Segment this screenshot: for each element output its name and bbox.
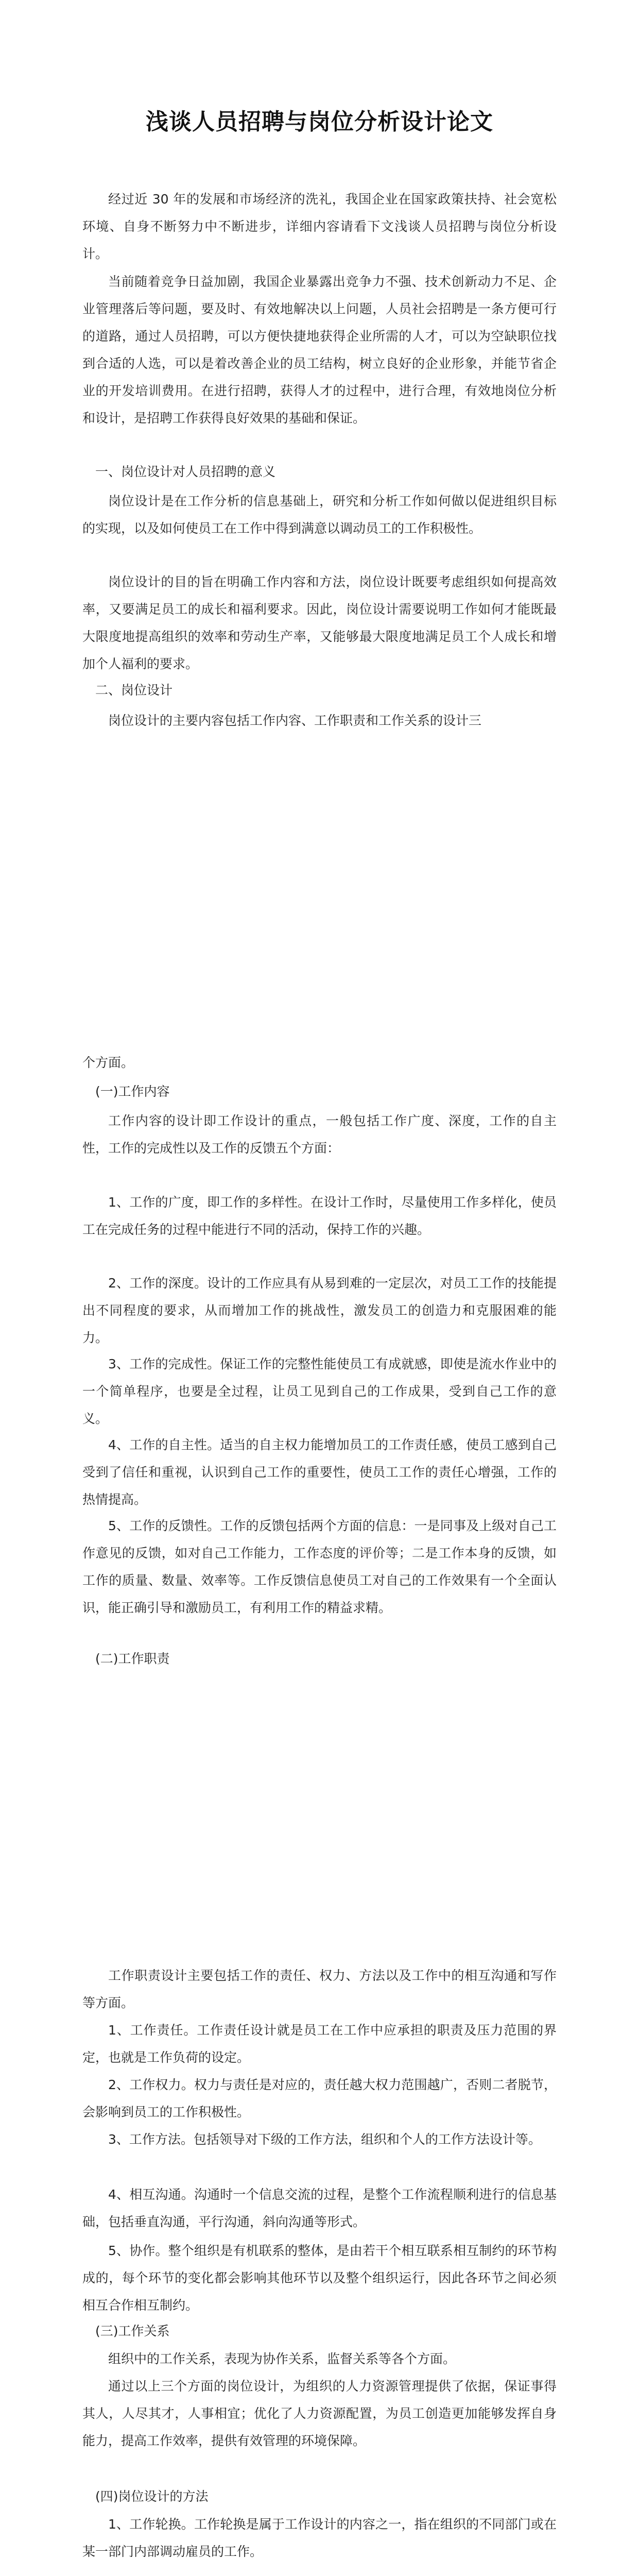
paragraph: 岗位设计的目的旨在明确工作内容和方法，岗位设计既要考虑组织如何提高效率，又要满足员工的成长和福利要求。因此，岗位设计需要说明工作如何才能既最大限度地提高组织的效率和劳动生产率，又能够最大限度地满足员工个人成长和增加个人福利的要求。 [82, 574, 557, 671]
subsection-heading: (一)工作内容 [95, 1084, 170, 1099]
subsection-heading: (四)岗位设计的方法 [95, 2489, 209, 2504]
paragraph: 1、工作的广度，即工作的多样性。在设计工作时，尽量使用工作多样化，使员工在完成任务的过程中能进行不同的活动，保持工作的兴趣。 [82, 1195, 557, 1237]
paragraph: 岗位设计的主要内容包括工作内容、工作职责和工作关系的设计三 [108, 713, 482, 728]
paragraph: 5、协作。整个组织是有机联系的整体，是由若干个相互联系相互制约的环节构成的，每个环节的变化都会影响其他环节以及整个组织运行，因此各环节之间必须相互合作相互制约。 [82, 2243, 557, 2313]
paragraph: 当前随着竞争日益加剧，我国企业暴露出竞争力不强、技术创新动力不足、企业管理落后等问题，要及时、有效地解决以上问题，人员社会招聘是一条方便可行的道路，通过人员招聘，可以方便快捷地获得企业所需的人才，可以为空缺职位找到合适的人选，可以是着改善企业的员工结构，树立良好的企业形象，并能节省企业的开发培训费用。在进行招聘，获得人才的过程中，进行合理，有效地岗位分析和设计，是招聘工作获得良好效果的基础和保证。 [82, 274, 557, 426]
paragraph: 岗位设计是在工作分析的信息基础上，研究和分析工作如何做以促进组织目标的实现，以及如何使员工在工作中得到满意以调动员工的工作积极性。 [82, 494, 557, 536]
paragraph: 通过以上三个方面的岗位设计，为组织的人力资源管理提供了依据，保证事得其人，人尽其才，人事相宜；优化了人力资源配置，为员工创造更加能够发挥自身能力，提高工作效率，提供有效管理的环境保障。 [82, 2379, 557, 2448]
paragraph: 工作职责设计主要包括工作的责任、权力、方法以及工作中的相互沟通和写作等方面。 [82, 1968, 557, 2010]
subsection-heading: (三)工作关系 [95, 2324, 170, 2338]
paragraph: 工作内容的设计即工作设计的重点，一般包括工作广度、深度，工作的自主性，工作的完成性以及工作的反馈五个方面： [82, 1113, 557, 1156]
paragraph: 1、工作责任。工作责任设计就是员工在工作中应承担的职责及压力范围的界定，也就是工作负荷的设定。 [82, 2023, 557, 2065]
paragraph-continuation: 个方面。 [82, 1055, 134, 1070]
section-heading: 一、岗位设计对人员招聘的意义 [95, 464, 276, 479]
paragraph: 2、工作权力。权力与责任是对应的，责任越大权力范围越广，否则二者脱节，会影响到员工的工作积极性。 [82, 2077, 557, 2120]
paragraph: 经过近 30 年的发展和市场经济的洗礼，我国企业在国家政策扶持、社会宽松环境、自身不断努力中不断进步，详细内容请看下文浅谈人员招聘与岗位分析设计。 [82, 192, 557, 261]
paragraph: 5、工作的反馈性。工作的反馈包括两个方面的信息：一是同事及上级对自己工作意见的反馈，如对自己工作能力，工作态度的评价等；二是工作本身的反馈，如工作的质量、数量、效率等。工作反馈信息使员工对自己的工作效果有一个全面认识，能正确引导和激励员工，有利用工作的精益求精。 [82, 1518, 557, 1615]
subsection-heading: (二)工作职责 [95, 1651, 170, 1666]
document-title: 浅谈人员招聘与岗位分析设计论文 [146, 109, 493, 135]
paragraph: 4、工作的自主性。适当的自主权力能增加员工的工作责任感，使员工感到自己受到了信任和重视，认识到自己工作的重要性，使员工工作的责任心增强，工作的热情提高。 [82, 1437, 557, 1507]
paragraph: 2、工作的深度。设计的工作应具有从易到难的一定层次，对员工工作的技能提出不同程度的要求，从而增加工作的挑战性，激发员工的创造力和克服困难的能力。 [82, 1276, 557, 1345]
paragraph: 3、工作的完成性。保证工作的完整性能使员工有成就感，即使是流水作业中的一个简单程序，也要是全过程，让员工见到自己的工作成果，受到自己工作的意义。 [82, 1357, 557, 1426]
paragraph: 1、工作轮换。工作轮换是属于工作设计的内容之一，指在组织的不同部门或在某一部门内部调动雇员的工作。 [82, 2517, 557, 2559]
section-heading: 二、岗位设计 [95, 683, 173, 698]
paragraph: 3、工作方法。包括领导对下级的工作方法，组织和个人的工作方法设计等。 [108, 2132, 541, 2147]
paragraph: 组织中的工作关系，表现为协作关系，监督关系等各个方面。 [108, 2351, 456, 2366]
paragraph: 4、相互沟通。沟通时一个信息交流的过程，是整个工作流程顺利进行的信息基础，包括垂直沟通，平行沟通，斜向沟通等形式。 [82, 2187, 557, 2229]
